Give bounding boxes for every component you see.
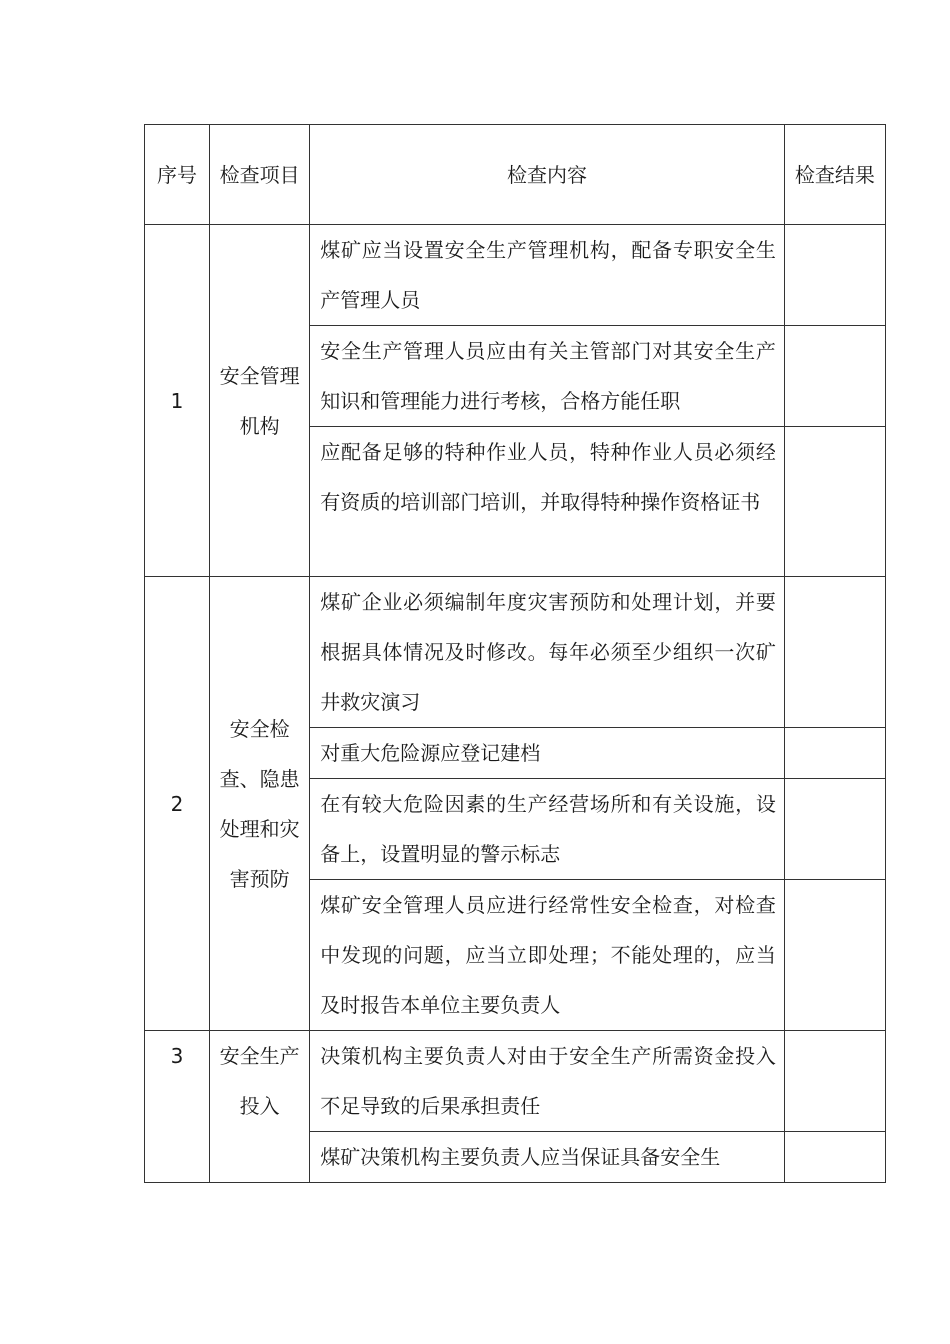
check-result-cell[interactable] [784,326,885,427]
check-result-cell[interactable] [784,427,885,577]
row-number: 2 [145,577,210,1031]
table-row [145,225,886,326]
check-content: 决策机构主要负责人对由于安全生产所需资金投入不足导致的后果承担责任 [310,1031,785,1132]
check-content: 应配备足够的特种作业人员，特种作业人员必须经有资质的培训部门培训，并取得特种操作资格证书 [310,427,785,577]
row-number: 1 [145,225,210,577]
check-content: 对重大危险源应登记建档 [310,728,785,779]
check-content: 安全生产管理人员应由有关主管部门对其安全生产知识和管理能力进行考核，合格方能任职 [310,326,785,427]
inspection-table [144,124,886,1183]
check-result-cell[interactable] [784,779,885,880]
check-result-cell[interactable] [784,1132,885,1183]
check-result-cell[interactable] [784,728,885,779]
check-item: 安全生产投入 [210,1031,310,1183]
table-row [145,577,886,728]
header-no: 序号 [145,125,210,225]
table-row [145,1031,886,1132]
check-result-cell[interactable] [784,880,885,1031]
header-result: 检查结果 [784,125,885,225]
check-item: 安全管理机构 [210,225,310,577]
row-number: 3 [145,1031,210,1183]
check-item: 安全检查、隐患处理和灾害预防 [210,577,310,1031]
check-content: 煤矿企业必须编制年度灾害预防和处理计划，并要根据具体情况及时修改。每年必须至少组织一次矿井救灾演习 [310,577,785,728]
header-content: 检查内容 [310,125,785,225]
check-content: 煤矿决策机构主要负责人应当保证具备安全生 [310,1132,785,1183]
table-header-row [145,125,886,225]
check-result-cell[interactable] [784,577,885,728]
check-content: 煤矿应当设置安全生产管理机构，配备专职安全生产管理人员 [310,225,785,326]
check-result-cell[interactable] [784,1031,885,1132]
header-item: 检查项目 [210,125,310,225]
check-content: 煤矿安全管理人员应进行经常性安全检查，对检查中发现的问题，应当立即处理；不能处理的，应当及时报告本单位主要负责人 [310,880,785,1031]
check-content: 在有较大危险因素的生产经营场所和有关设施，设备上，设置明显的警示标志 [310,779,785,880]
check-result-cell[interactable] [784,225,885,326]
